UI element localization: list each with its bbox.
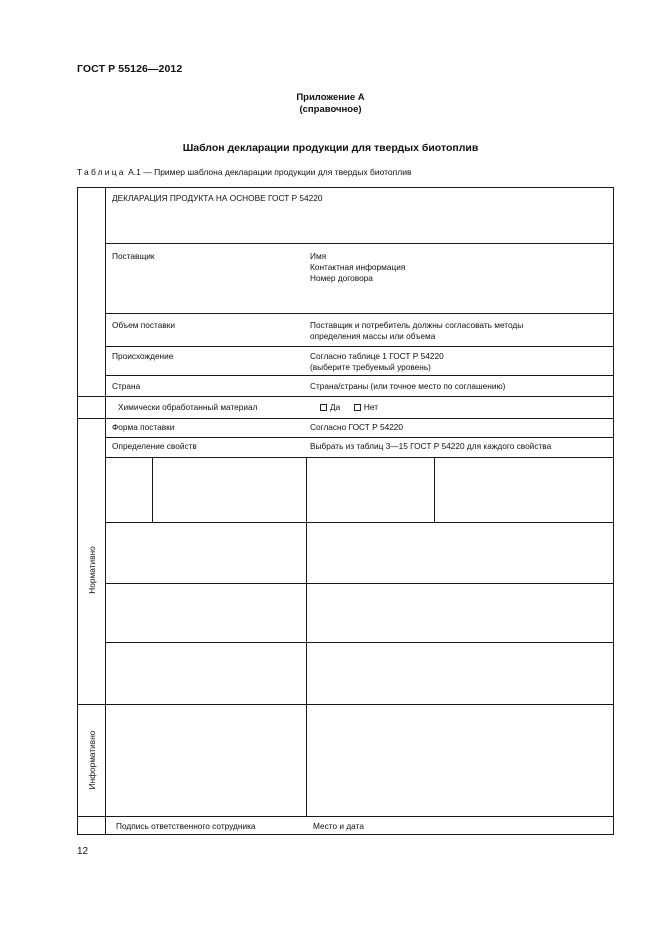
table-caption [77, 167, 411, 177]
origin-value-line1: Согласно таблице 1 ГОСТ Р 54220 [310, 351, 444, 361]
country-label: Страна [112, 381, 141, 391]
supplier-label: Поставщик [112, 251, 155, 261]
chemical-yes-label: Да [330, 402, 341, 412]
properties-label: Определение свойств [112, 441, 197, 451]
volume-label: Объем поставки [112, 320, 175, 330]
checkbox-no[interactable] [354, 404, 361, 411]
declaration-heading: ДЕКЛАРАЦИЯ ПРОДУКТА НА ОСНОВЕ ГОСТ Р 54220 [112, 193, 323, 203]
chemical-options [320, 402, 378, 413]
annex-status: (справочное) [299, 104, 362, 115]
table-caption-prefix: Таблица [77, 167, 126, 177]
declaration-form-table [77, 187, 614, 835]
place-date-label: Место и дата [313, 821, 364, 831]
supplier-name-field: Имя [310, 251, 327, 261]
signature-label: Подпись ответственного сотрудника [116, 821, 256, 831]
properties-value: Выбрать из таблиц 3—15 ГОСТ Р 54220 для каждого свойства [310, 441, 552, 451]
supplier-contract-field: Номер договора [310, 273, 373, 283]
country-value: Страна/страны (или точное место по соглашению) [310, 381, 506, 391]
informative-section-label: Информативно [87, 730, 97, 790]
standard-header: ГОСТ Р 55126—2012 [77, 63, 183, 75]
origin-value-line2: (выберите требуемый уровень) [310, 362, 431, 372]
origin-label: Происхождение [112, 351, 174, 361]
annex-label: Приложение А [296, 92, 365, 103]
volume-value-line2: определения массы или объема [310, 331, 436, 341]
page-title: Шаблон декларации продукции для твердых биотоплив [182, 142, 479, 154]
volume-value-line1: Поставщик и потребитель должны согласовать методы [310, 320, 524, 330]
normative-section-label: Нормативно [87, 546, 97, 594]
delivery-form-value: Согласно ГОСТ Р 54220 [310, 422, 404, 432]
table-caption-text: А.1 — Пример шаблона декларации продукции для твердых биотоплив [128, 167, 412, 177]
checkbox-yes[interactable] [320, 404, 327, 411]
chemical-no-label: Нет [363, 402, 378, 412]
supplier-contact-field: Контактная информация [310, 262, 406, 272]
chemical-label: Химически обработанный материал [118, 402, 258, 412]
delivery-form-label: Форма поставки [112, 422, 175, 432]
page-number: 12 [77, 846, 89, 857]
